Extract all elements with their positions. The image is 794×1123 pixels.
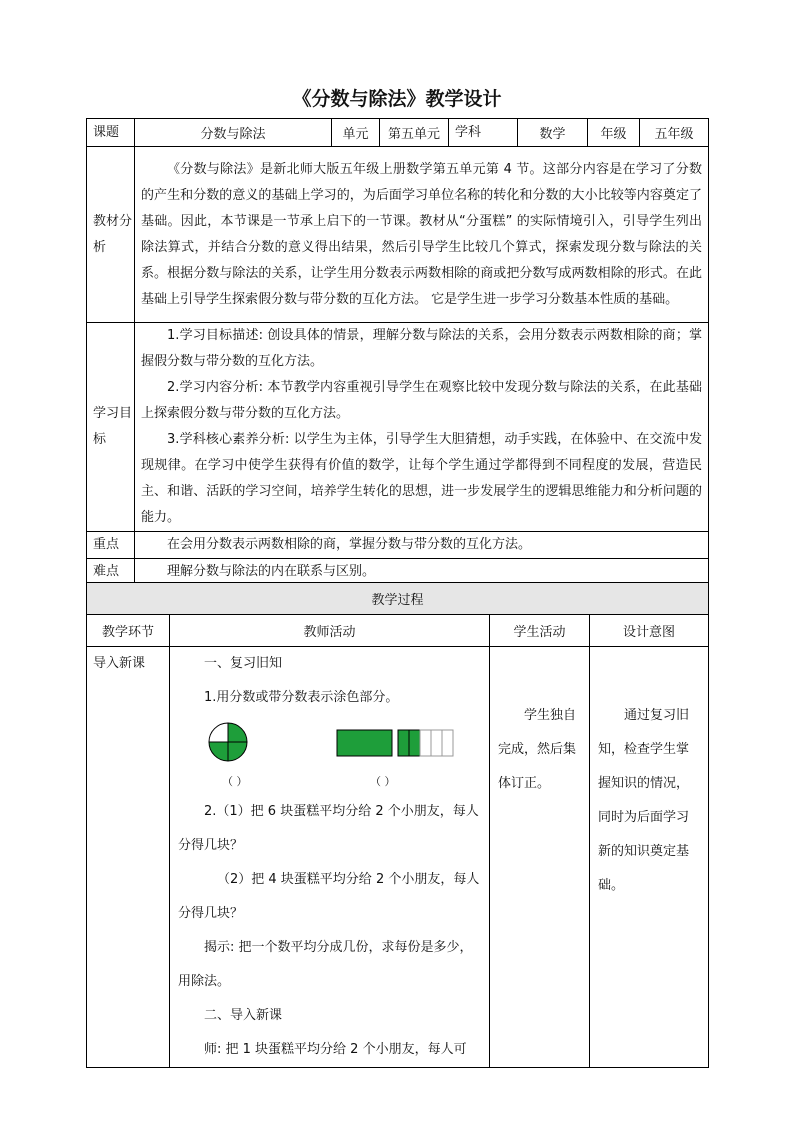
analysis-text: 《分数与除法》是新北师大版五年级上册数学第五单元第 4 节。这部分内容是在学习了分数的产生和分数的意义的基础上学习的，为后面学习单位名称的转化和分数的大小比较等内容奠定了基础。因此，本节课是一节承上启下的一节课。教材从“分蛋糕” 的实际情境引入，引导学生列出除法算式，并结合分数的意义得出结果，然后引导学生比较几个算式，探索发现分数与除法的关系。根据分数与除法的关系，让学生用分数表示两数相除的商或把分数写成两数相除的形式。在此基础上引导学生探索假分数与带分数的互化方法。 它是学生进一步学习分数基本性质的基础。 bbox=[141, 161, 702, 307]
analysis-label: 教材分析 bbox=[87, 147, 135, 323]
difficulty-text: 理解分数与除法的内在联系与区别。 bbox=[167, 564, 376, 579]
shaded-circle bbox=[209, 723, 247, 761]
grade-label: 年级 bbox=[588, 119, 640, 147]
section-heading: 二、导入新课 bbox=[204, 1008, 283, 1023]
goal-item: 3.学科核心素养分析: 以学生为主体，引导学生大胆猜想，动手实践，在体验中、在交流中发现规律。在学习中使学生获得有价值的数学，让每个学生通过学都得到不同程度的发展，营造民主、和谐、活跃的学习空间，培养学生转化的思想，进一步发展学生的逻辑思维能力和分析问题的能力。 bbox=[141, 432, 702, 525]
question-2a: 2.（1）把 6 块蛋糕平均分给 2 个小朋友，每人分得几块？ bbox=[178, 804, 479, 853]
goal-item: 1.学习目标描述: 创设具体的情景，理解分数与除法的关系，会用分数表示两数相除的商；掌握假分数与带分数的互化方法。 bbox=[141, 328, 702, 369]
key-points-text: 在会用分数表示两数相除的商，掌握分数与带分数的互化方法。 bbox=[167, 537, 532, 552]
circle-quarter bbox=[228, 742, 247, 761]
lesson-info-table bbox=[86, 118, 709, 586]
topic-value: 分数与除法 bbox=[135, 119, 332, 147]
partial-bar-segment bbox=[442, 730, 453, 756]
partial-bar-segment bbox=[431, 730, 442, 756]
unit-label: 单元 bbox=[332, 119, 380, 147]
partial-bar-segment bbox=[420, 730, 431, 756]
analysis-text-cell bbox=[135, 147, 709, 323]
teacher-line: 师: 把 1 块蛋糕平均分给 2 个小朋友，每人可 bbox=[204, 1042, 467, 1057]
subject-label: 学科 bbox=[449, 119, 518, 147]
subject-value: 数学 bbox=[518, 119, 588, 147]
circle-quarter bbox=[209, 742, 228, 761]
col-teacher-header: 教师活动 bbox=[170, 615, 490, 647]
topic-label: 课题 bbox=[87, 119, 135, 147]
question-2b: （2）把 4 块蛋糕平均分给 2 个小朋友，每人分得几块？ bbox=[178, 872, 480, 921]
goal-item: 2.学习内容分析: 本节教学内容重视引导学生在观察比较中发现分数与除法的关系，在此基础上探索假分数与带分数的互化方法。 bbox=[141, 380, 702, 421]
col-intent-header: 设计意图 bbox=[590, 615, 709, 647]
circle-quarter bbox=[228, 723, 247, 742]
fraction-svg bbox=[178, 715, 478, 771]
fraction-figures bbox=[178, 715, 481, 795]
col-student-header: 学生活动 bbox=[490, 615, 590, 647]
teaching-process-table bbox=[86, 582, 709, 1068]
stage-cell: 导入新课 bbox=[87, 647, 170, 1068]
col-stage-header: 教学环节 bbox=[87, 615, 170, 647]
section-heading: 一、复习旧知 bbox=[204, 656, 283, 671]
unit-value: 第五单元 bbox=[380, 119, 449, 147]
process-title: 教学过程 bbox=[87, 583, 709, 615]
design-intent-text: 通过复习旧知，检查学生掌握知识的情况，同时为后面学习新的知识奠定基础。 bbox=[598, 708, 690, 893]
student-activity-text: 学生独自完成，然后集体订正。 bbox=[498, 708, 577, 791]
circle-quarter bbox=[209, 723, 228, 742]
key-points-cell bbox=[135, 532, 709, 559]
page-title: 《分数与除法》教学设计 bbox=[292, 88, 502, 110]
difficulty-label: 难点 bbox=[87, 559, 135, 586]
key-points-label: 重点 bbox=[87, 532, 135, 559]
goals-text-cell bbox=[135, 323, 709, 532]
student-activity-cell bbox=[490, 647, 590, 1068]
answer-blank-2[interactable]: （ ） bbox=[370, 775, 396, 788]
reveal-text: 揭示: 把一个数平均分成几份，求每份是多少，用除法。 bbox=[178, 940, 473, 989]
grade-value: 五年级 bbox=[640, 119, 709, 147]
goals-label: 学习目标 bbox=[87, 323, 135, 532]
teacher-activity-cell bbox=[170, 647, 490, 1068]
shaded-bars bbox=[337, 730, 453, 756]
design-intent-cell bbox=[590, 647, 709, 1068]
question-1: 1.用分数或带分数表示涂色部分。 bbox=[204, 690, 399, 705]
partial-bar-segment bbox=[409, 730, 420, 756]
partial-bar-segment bbox=[398, 730, 409, 756]
answer-blank-1[interactable]: （ ） bbox=[222, 775, 248, 788]
full-bar bbox=[337, 730, 392, 756]
